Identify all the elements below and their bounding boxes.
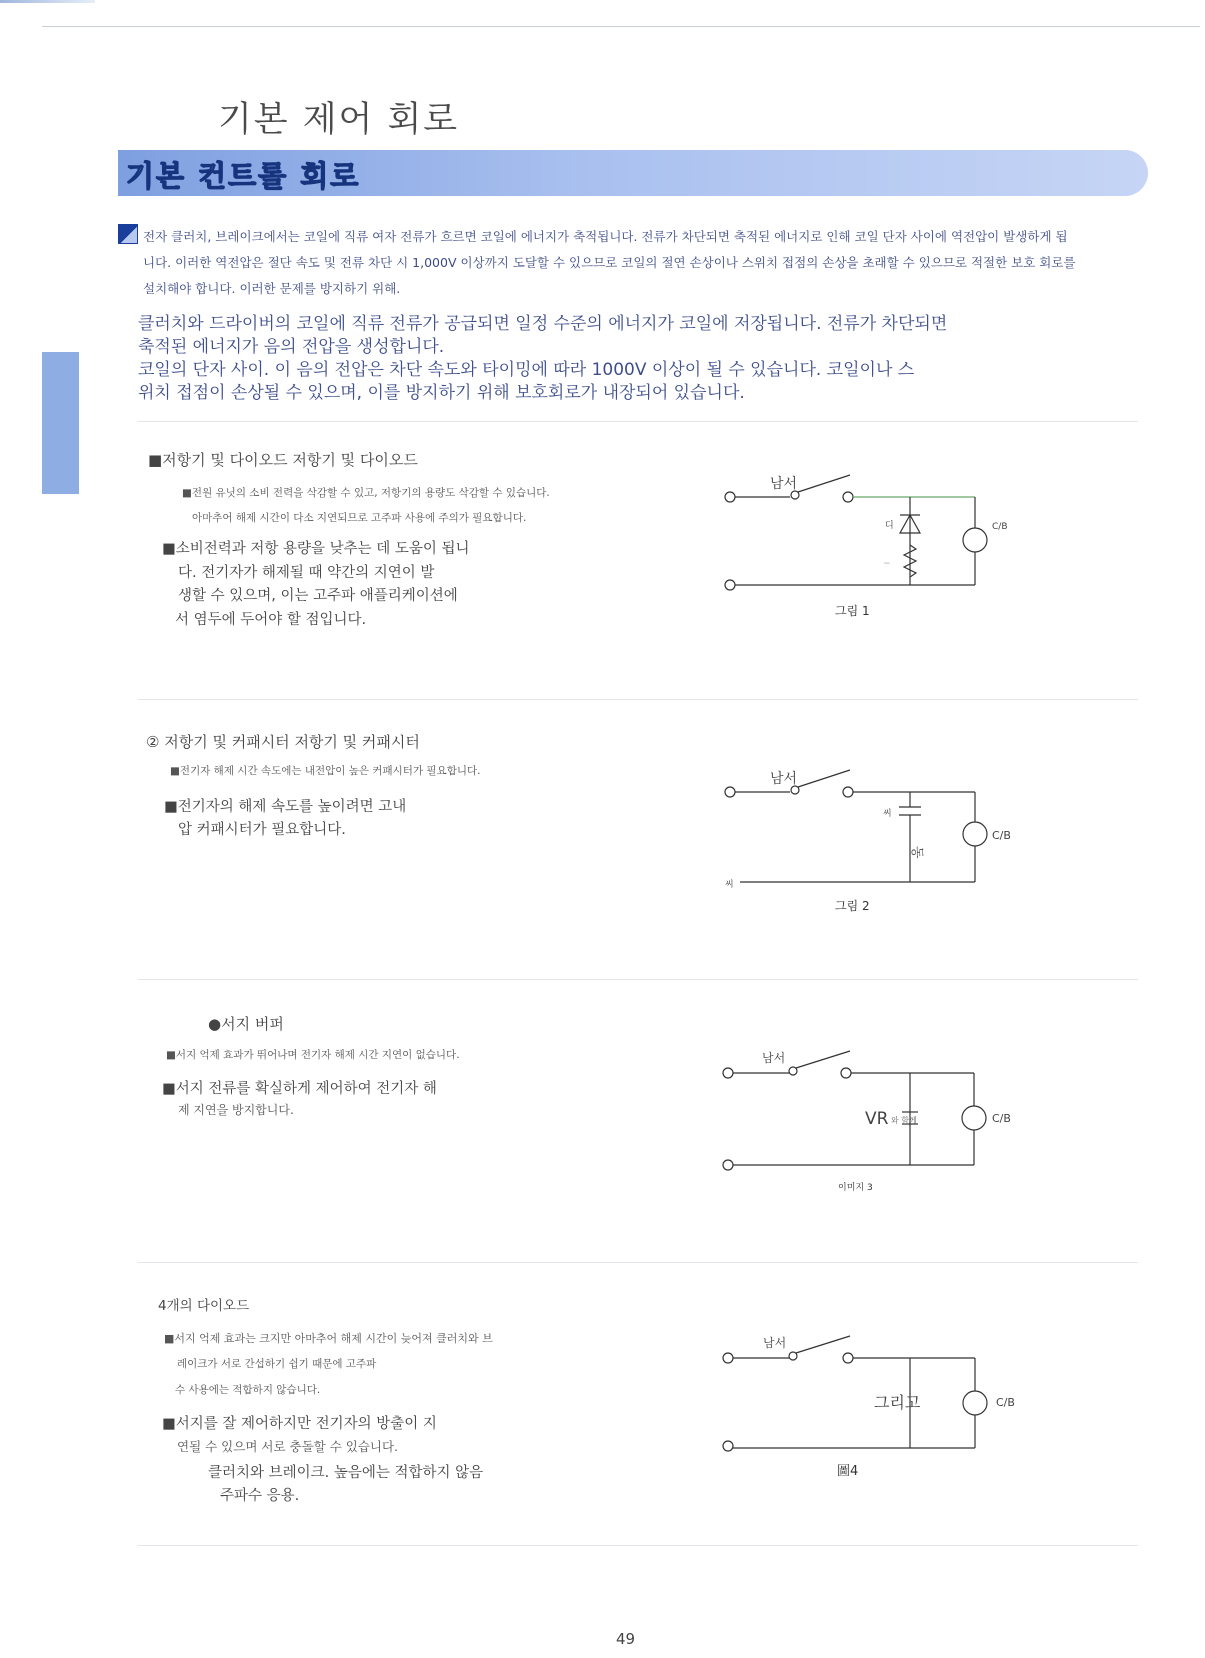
figure-caption: 이미지 3 bbox=[838, 1183, 873, 1193]
terminal-label: 씨 bbox=[725, 880, 734, 890]
section-note: ■서지 억제 효과가 뛰어나며 전기자 해제 시간 지연이 없습니다. bbox=[166, 1049, 460, 1061]
top-rule bbox=[42, 26, 1200, 27]
terminal-node bbox=[725, 492, 735, 502]
section-text: 서 염두에 두어야 할 점입니다. bbox=[175, 612, 367, 628]
section-text: 다. 전기자가 해제될 때 약간의 지연이 발 bbox=[178, 565, 435, 581]
switch-label: 남서 bbox=[770, 771, 798, 787]
section-text: 주파수 응용. bbox=[220, 1488, 300, 1504]
section-heading: ■저항기 및 다이오드 저항기 및 다이오드 bbox=[148, 451, 418, 469]
intro-line: 설치해야 합니다. 이러한 문제를 방지하기 위해. bbox=[143, 281, 401, 296]
coil-load bbox=[963, 1391, 987, 1415]
circuit-diagram-4 bbox=[700, 1325, 1030, 1485]
divider bbox=[138, 1545, 1138, 1546]
divider bbox=[138, 421, 1138, 422]
lead-line: 위치 접점이 손상될 수 있으며, 이를 방지하기 위해 보호회로가 내장되어 있습니다. bbox=[138, 383, 745, 403]
switch-contact bbox=[789, 1067, 797, 1075]
terminal-node bbox=[841, 1068, 851, 1078]
resistor-label: ~ bbox=[883, 559, 891, 569]
section-note: ■전원 유닛의 소비 전력을 삭감할 수 있고, 저항기의 용량도 삭감할 수 있습니다. bbox=[182, 487, 550, 499]
figure-caption: 圖4 bbox=[837, 1464, 859, 1479]
section-note: 수 사용에는 적합하지 않습니다. bbox=[175, 1384, 321, 1396]
section-text: ■서지 전류를 확실하게 제어하여 전기자 해 bbox=[162, 1081, 437, 1097]
terminal-node bbox=[843, 492, 853, 502]
switch-blade bbox=[798, 475, 850, 492]
section-heading: 4개의 다이오드 bbox=[158, 1298, 250, 1314]
coil-load bbox=[963, 822, 987, 846]
section-heading: ●서지 버퍼 bbox=[208, 1015, 284, 1033]
section-text: 생할 수 있으며, 이는 고주파 애플리케이션에 bbox=[178, 588, 458, 604]
switch-label: 남서 bbox=[770, 476, 798, 492]
switch-contact bbox=[791, 786, 799, 794]
terminal-node bbox=[723, 1068, 733, 1078]
varistor-sublabel: 와 함께 bbox=[891, 1116, 917, 1125]
divider bbox=[138, 699, 1138, 700]
section-text: 제 지연을 방지합니다. bbox=[178, 1103, 294, 1117]
diode-label: 디 bbox=[885, 521, 894, 531]
top-accent-bar bbox=[0, 0, 95, 3]
section-note: ■서지 억제 효과는 크지만 아마추어 해제 시간이 늦어져 클러치와 브 bbox=[164, 1332, 493, 1345]
section-heading: ② 저항기 및 커패시터 저항기 및 커패시터 bbox=[146, 733, 420, 751]
section-text: ■서지를 잘 제어하지만 전기자의 방출이 지 bbox=[162, 1416, 437, 1432]
switch-blade bbox=[796, 1336, 850, 1353]
load-label: C/B bbox=[992, 522, 1008, 532]
divider bbox=[138, 1262, 1138, 1263]
section-note: ■전기자 해제 시간 속도에는 내전압이 높은 커패시터가 필요합니다. bbox=[170, 765, 481, 777]
circuit-diagram-2 bbox=[700, 760, 1030, 925]
coil-load bbox=[962, 1106, 986, 1130]
section-text: 연될 수 있으며 서로 충돌할 수 있습니다. bbox=[177, 1439, 399, 1454]
load-label: C/B bbox=[996, 1396, 1015, 1409]
figure-caption: 그림 1 bbox=[835, 604, 870, 618]
terminal-node bbox=[723, 1160, 733, 1170]
divider bbox=[138, 979, 1138, 980]
terminal-node bbox=[725, 787, 735, 797]
section-note: 아마추어 해제 시간이 다소 지연되므로 고주파 사용에 주의가 필요합니다. bbox=[192, 512, 527, 524]
section-note: 레이크가 서로 간섭하기 쉽기 때문에 고주파 bbox=[177, 1358, 377, 1370]
section-text: ■소비전력과 저항 용량을 낮추는 데 도움이 됩니 bbox=[162, 541, 470, 557]
switch-label: 남서 bbox=[763, 1336, 787, 1350]
intro-line: 전자 클러치, 브레이크에서는 코일에 직류 여자 전류가 흐르면 코일에 에너지가 축적됩니다. 전류가 차단되면 축적된 에너지로 인해 코일 단자 사이에 역전압이 발생하게 됩 bbox=[143, 229, 1068, 244]
switch-contact bbox=[791, 491, 799, 499]
intro-bullet-icon bbox=[118, 224, 138, 244]
load-label: C/B bbox=[992, 829, 1011, 842]
circuit-diagram-3 bbox=[700, 1040, 1030, 1200]
coil-load bbox=[963, 528, 987, 552]
switch-contact bbox=[789, 1352, 797, 1360]
lead-line: 코일의 단자 사이. 이 음의 전압은 차단 속도와 타이밍에 따라 1000V 이상이 될 수 있습니다. 코일이나 스 bbox=[138, 360, 915, 380]
lead-line: 축적된 에너지가 음의 전압을 생성합니다. bbox=[138, 337, 445, 357]
section-text: 압 커패시터가 필요합니다. bbox=[178, 822, 346, 838]
section-banner bbox=[118, 150, 1148, 196]
terminal-node bbox=[843, 1353, 853, 1363]
varistor-label: VR bbox=[865, 1109, 889, 1129]
section-text: 클러치와 브레이크. 높음에는 적합하지 않음 bbox=[208, 1465, 484, 1481]
terminal-node bbox=[843, 787, 853, 797]
section-text: ■전기자의 해제 속도를 높이려면 고내 bbox=[164, 799, 407, 815]
figure-caption: 그림 2 bbox=[835, 899, 870, 913]
banner-label: 기본 컨트롤 회로 bbox=[126, 159, 361, 193]
switch-label: 남서 bbox=[762, 1051, 786, 1065]
side-tab bbox=[42, 352, 79, 494]
capacitor-label: 씨 bbox=[883, 809, 892, 819]
circuit-diagram-1 bbox=[700, 460, 1030, 630]
terminal-node bbox=[723, 1441, 733, 1451]
lead-line: 클러치와 드라이버의 코일에 직류 전류가 공급되면 일정 수준의 에너지가 코일에 저장됩니다. 전류가 차단되면 bbox=[138, 314, 948, 334]
switch-blade bbox=[798, 770, 850, 787]
terminal-node bbox=[725, 580, 735, 590]
switch-blade bbox=[796, 1051, 850, 1068]
diode-bridge-label: 그리고 bbox=[874, 1393, 921, 1412]
page-title: 기본 제어 회로 bbox=[218, 100, 460, 140]
terminal-node bbox=[723, 1353, 733, 1363]
load-label: C/B bbox=[992, 1112, 1011, 1125]
intro-line: 니다. 이러한 역전압은 절단 속도 및 전류 차단 시 1,000V 이상까지 도달할 수 있으므로 코일의 절연 손상이나 스위치 접점의 손상을 초래할 수 있으므로 적절한 보호 회로를 bbox=[143, 255, 1076, 270]
page-number: 49 bbox=[616, 1630, 636, 1648]
resistor-label: 동 bbox=[909, 846, 924, 859]
